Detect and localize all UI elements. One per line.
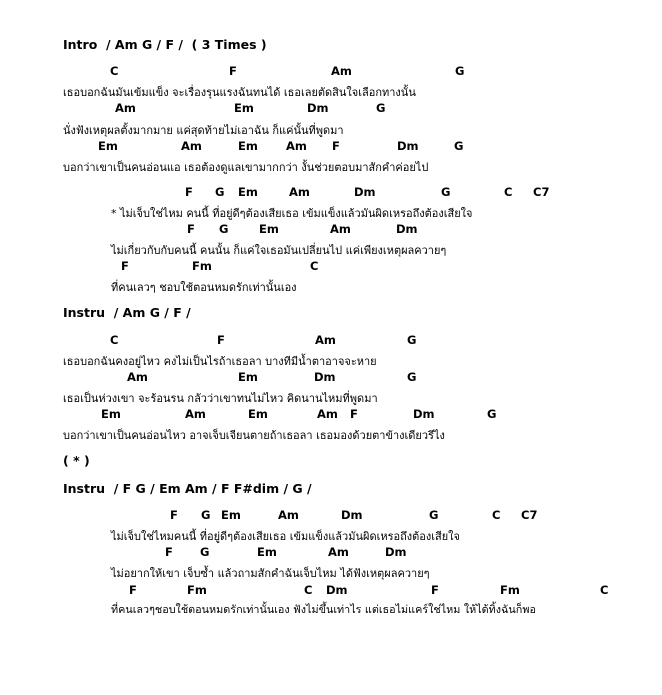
chorus1-chord-row-1 <box>0 185 662 200</box>
chord: F <box>332 139 340 153</box>
chord: C <box>600 583 609 597</box>
chorus2-lyric-2: ไม่อยากให้เขา เจ็บซ้ำ แล้วถามสักคำฉันเจ็บไหม ได้ฟังเหตุผลควายๆ <box>111 567 430 580</box>
chord: Dm <box>354 185 376 199</box>
chorus2-chord-row-2 <box>0 545 662 560</box>
verse2-lyric-1: เธอบอกฉันคงอยู่ไหว คงไม่เป็นไรถ้าเธอลา บางทีมีน้ำตาอาจจะหาย <box>63 355 377 368</box>
chord: C <box>110 64 119 78</box>
chord: Em <box>101 407 121 421</box>
chord: Am <box>185 407 206 421</box>
chord: F <box>129 583 137 597</box>
chorus2-lyric-3: ที่คนเลวๆชอบใช้ตอนหมดรักเท่านั้นเอง ฟังไม่ขึ้นเท่าไร แต่เธอไม่แคร์ใช่ไหม ให้ได้ทิ้งฉันก็พอ <box>111 603 536 616</box>
chord: C <box>310 259 319 273</box>
verse2-chord-row-1 <box>0 333 662 348</box>
chorus-repeat-marker: ( * ) <box>63 453 90 468</box>
chord: G <box>429 508 439 522</box>
chorus1-lyric-1: * ไม่เจ็บใช่ไหม คนนี้ ที่อยู่ดีๆต้องเสียเธอ เข้มแข็งแล้วมันผิดเหรอถึงต้องเสียใจ <box>111 207 473 220</box>
chord: Am <box>331 64 352 78</box>
chord: G <box>215 185 225 199</box>
chord: C <box>110 333 119 347</box>
chord: C <box>504 185 513 199</box>
chord: Fm <box>500 583 520 597</box>
chord: Em <box>259 222 279 236</box>
chord: Am <box>289 185 310 199</box>
chord: Am <box>278 508 299 522</box>
chord: G <box>487 407 497 421</box>
chord: Em <box>238 185 258 199</box>
instru1-heading: Instru / Am G / F / <box>63 305 191 320</box>
chord: Em <box>257 545 277 559</box>
chord: Fm <box>187 583 207 597</box>
chord: Dm <box>326 583 348 597</box>
chorus2-chord-row-3 <box>0 583 662 598</box>
chorus1-chord-row-3 <box>0 259 662 274</box>
chorus1-lyric-3: ที่คนเลวๆ ชอบใช้ตอนหมดรักเท่านั้นเอง <box>111 281 297 294</box>
verse2-chord-row-3 <box>0 407 662 422</box>
verse1-chord-row-3 <box>0 139 662 154</box>
chord: G <box>376 101 386 115</box>
chorus2-lyric-1: ไม่เจ็บใช่ไหมคนนี้ ที่อยู่ดีๆต้องเสียเธอ เข้มแข็งแล้วมันผิดเหรอถึงต้องเสียใจ <box>111 530 460 543</box>
chord: C <box>492 508 501 522</box>
chord: G <box>441 185 451 199</box>
chorus2-chord-row-1 <box>0 508 662 523</box>
chord: Am <box>127 370 148 384</box>
instru2-heading: Instru / F G / Em Am / F F#dim / G / <box>63 481 312 496</box>
chord: Dm <box>314 370 336 384</box>
chord: Am <box>328 545 349 559</box>
chord: Fm <box>192 259 212 273</box>
chord: G <box>219 222 229 236</box>
chord: C <box>304 583 313 597</box>
chorus1-chord-row-2 <box>0 222 662 237</box>
verse1-lyric-2: นั่งฟังเหตุผลตั้งมากมาย แค่สุดท้ายไม่เอาฉัน ก็แค่นั้นที่พูดมา <box>63 124 344 137</box>
chord: Am <box>317 407 338 421</box>
chord: Am <box>115 101 136 115</box>
chord: G <box>200 545 210 559</box>
chord: Am <box>286 139 307 153</box>
chord: Dm <box>385 545 407 559</box>
chord: Em <box>221 508 241 522</box>
chord: G <box>407 370 417 384</box>
chord: Dm <box>307 101 329 115</box>
chord: F <box>350 407 358 421</box>
chord: F <box>229 64 237 78</box>
chord: Dm <box>396 222 418 236</box>
verse2-chord-row-2 <box>0 370 662 385</box>
verse1-chord-row-2 <box>0 101 662 116</box>
chord: Em <box>238 139 258 153</box>
verse2-lyric-3: บอกว่าเขาเป็นคนอ่อนไหว อาจเจ็บเจียนตายถ้าเธอลา เธอมองด้วยตาข้างเดียวรึไง <box>63 429 445 442</box>
chord: Em <box>98 139 118 153</box>
chord: Dm <box>413 407 435 421</box>
intro-heading: Intro / Am G / F / ( 3 Times ) <box>63 37 267 52</box>
chorus1-lyric-2: ไม่เกี่ยวกับกับคนนี้ คนนั้น ก็แค่ใจเธอมันเปลี่ยนไป แค่เพียงเหตุผลควายๆ <box>111 244 447 257</box>
chord: Em <box>248 407 268 421</box>
chord: F <box>165 545 173 559</box>
chord: Am <box>181 139 202 153</box>
chord: F <box>185 185 193 199</box>
chord: F <box>121 259 129 273</box>
chord: C7 <box>521 508 538 522</box>
chord: Dm <box>341 508 363 522</box>
chord: F <box>170 508 178 522</box>
verse1-chord-row-1 <box>0 64 662 79</box>
chord: Dm <box>397 139 419 153</box>
chord: F <box>187 222 195 236</box>
chord: G <box>454 139 464 153</box>
verse1-lyric-1: เธอบอกฉันมันเข้มแข็ง จะเรื่องรุนแรงฉันทนได้ เธอเลยตัดสินใจเลือกทางนั้น <box>63 86 416 99</box>
verse1-lyric-3: บอกว่าเขาเป็นคนอ่อนแอ เธอต้องดูแลเขามากกว่า งั้นช่วยตอบมาสักคำค่อยไป <box>63 161 429 174</box>
verse2-lyric-2: เธอเป็นห่วงเขา จะร้อนรน กลัวว่าเขาทนไม่ไหว คิดนานไหมที่พูดมา <box>63 392 378 405</box>
chord: G <box>407 333 417 347</box>
chord: Am <box>330 222 351 236</box>
chord: Em <box>234 101 254 115</box>
chord: Am <box>315 333 336 347</box>
chord: F <box>217 333 225 347</box>
chord: F <box>431 583 439 597</box>
chord: G <box>455 64 465 78</box>
chord: G <box>201 508 211 522</box>
chord: C7 <box>533 185 550 199</box>
chord: Em <box>238 370 258 384</box>
